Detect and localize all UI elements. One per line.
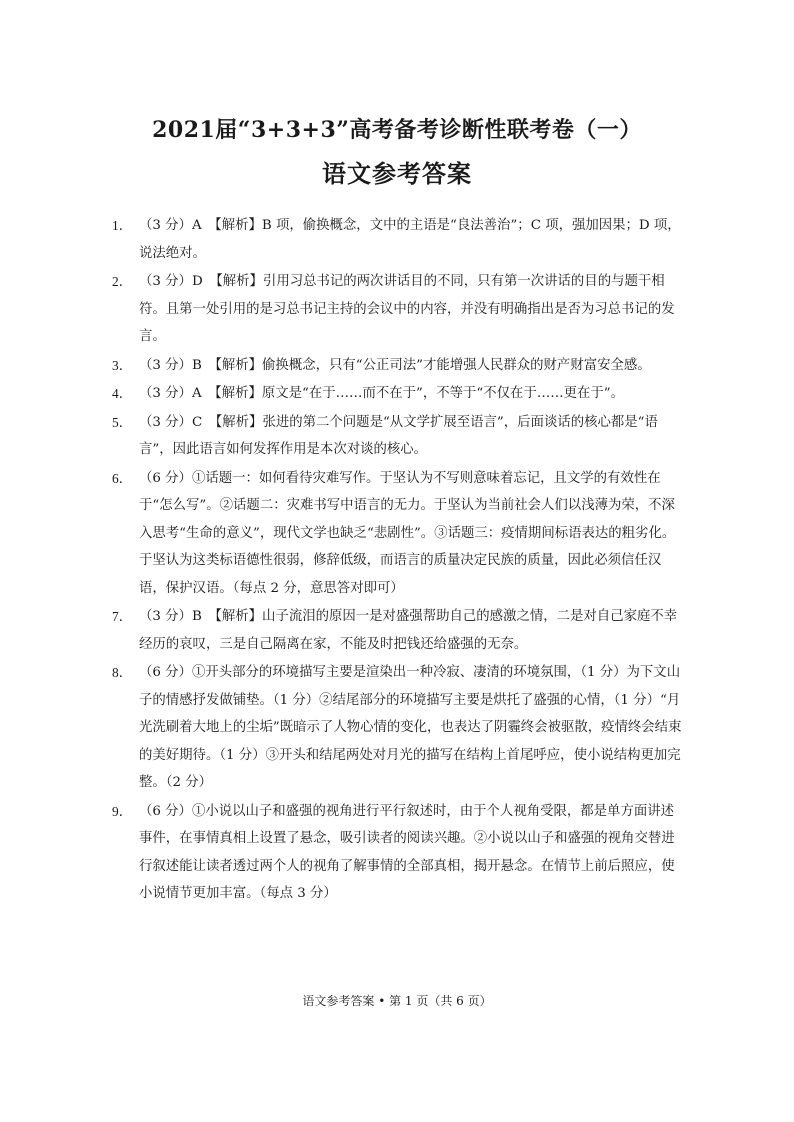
answer-text: （3 分）A 【解析】原文是“在于……而不在于”，不等于“不仅在于……更在于”。	[139, 386, 625, 401]
answer-text: （6 分）①小说以山子和盛强的视角进行平行叙述时，由于个人视角受限，都是单方面讲述事件，在事情真相上设置了悬念，吸引读者的阅读兴趣。②小说以山子和盛强的视角交替进行叙述能让读者透过两个人的视角了解事情的全部真相，揭开悬念。在情节上前后照应，使小说情节更加丰富。（每点 3 分）	[139, 803, 675, 901]
answer-number: 6．	[112, 470, 133, 486]
answer-number: 4．	[112, 386, 133, 401]
answer-item-2	[112, 268, 684, 351]
answer-number: 7．	[112, 609, 133, 624]
answer-item-3	[112, 352, 684, 380]
page-footer: 语文参考答案 • 第 1 页（共 6 页）	[302, 994, 492, 1008]
exam-title: 2021届“3+3+3”高考备考诊断性联考卷（一）	[152, 117, 642, 143]
answer-text: （3 分）C 【解析】张进的第二个问题是“从文学扩展至语言”，后面谈话的核心都是“语言”，因此语言如何发挥作用是本次对谈的核心。	[139, 414, 658, 457]
answer-number: 8．	[112, 665, 133, 680]
answer-number: 9．	[112, 803, 133, 819]
answer-text: （6 分）①开头部分的环境描写主要是渲染出一种冷寂、凄清的环境氛围，（1 分）为下文山子的情感抒发做铺垫。（1 分）②结尾部分的环境描写主要是烘托了盛强的心情，（1 分）“月光洗刷着大地上的尘垢”既暗示了人物心情的变化，也表达了阴霾终会被驱散，疫情终会结束的美好期待。（1 分）③开头和结尾两处对月光的描写在结构上首尾呼应，使小说结构更加完整。（2 分）	[139, 665, 682, 790]
answer-item-4	[112, 380, 684, 408]
answer-item-7	[112, 603, 684, 658]
answer-number: 2．	[112, 274, 133, 289]
answer-item-8	[112, 659, 684, 797]
answer-text: （6 分）①话题一：如何看待灾难写作。于坚认为不写则意味着忘记，且文学的有效性在于“怎么写”。②话题二：灾难书写中语言的无力。于坚认为当前社会人们以浅薄为荣，不深入思考“生命的意义”，现代文学也缺乏“悲剧性”。③话题三：疫情期间标语表达的粗劣化。于坚认为这类标语德性很弱，修辞低级，而语言的质量决定民族的质量，因此必须信任汉语，保护汉语。（每点 2 分，意思答对即可）	[139, 470, 676, 596]
answer-item-1	[112, 212, 684, 267]
answer-text: （3 分）A 【解析】B 项，偷换概念，文中的主语是“良法善治”；C 项，强加因果；D 项，说法绝对。	[139, 218, 681, 261]
answer-text: （3 分）B 【解析】偷换概念，只有“公正司法”才能增强人民群众的财产财富安全感。	[139, 357, 651, 373]
answer-list	[112, 212, 684, 909]
answer-text: （3 分）D 【解析】引用习总书记的两次讲话目的不同，只有第一次讲话的目的与题干相符。且第一处引用的是习总书记主持的会议中的内容，并没有明确指出是否为习总书记的发言。	[139, 274, 675, 344]
answer-number: 3．	[112, 357, 133, 373]
answer-number: 1．	[112, 218, 133, 233]
answer-text: （3 分）B 【解析】山子流泪的原因一是对盛强帮助自己的感激之情，二是对自己家庭不幸经历的哀叹，三是自己隔离在家，不能及时把钱还给盛强的无奈。	[139, 609, 678, 652]
answer-number: 5．	[112, 414, 133, 430]
answer-item-9	[112, 798, 684, 908]
answer-item-5	[112, 409, 684, 464]
answer-key-title: 语文参考答案	[322, 159, 472, 188]
answer-item-6	[112, 465, 684, 603]
